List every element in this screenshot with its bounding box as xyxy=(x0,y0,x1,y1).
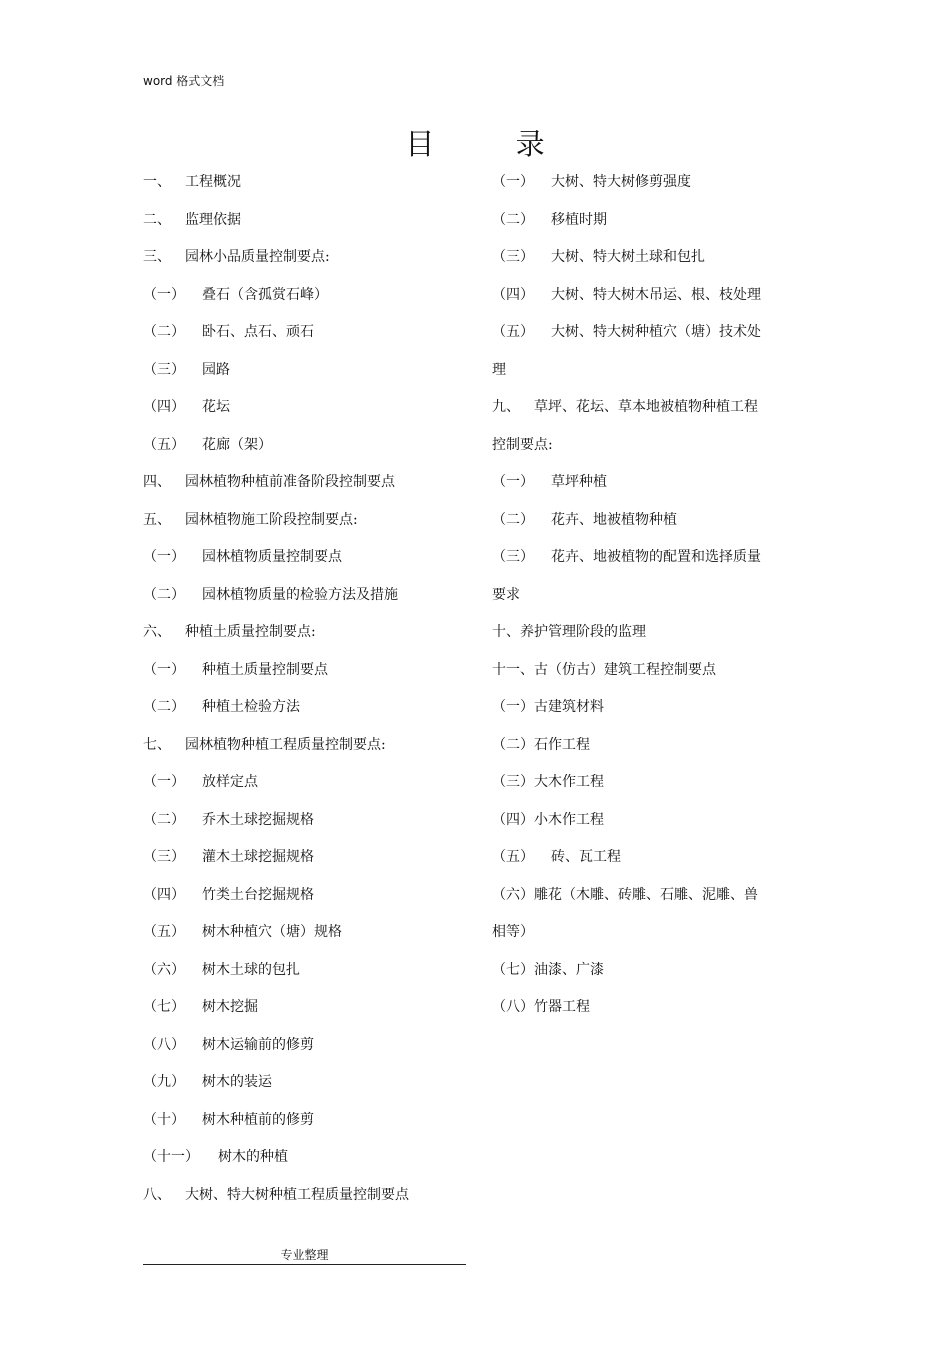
toc-entry xyxy=(143,697,300,717)
toc-entry-number: 七、 xyxy=(143,736,171,753)
toc-entry-title: 树木种植穴（塘）规格 xyxy=(202,924,342,940)
toc-entry xyxy=(492,735,590,755)
toc-entry-title: 树木的装运 xyxy=(202,1074,272,1090)
toc-entry-title: （六）雕花（木雕、砖雕、石雕、泥雕、兽 xyxy=(492,886,758,903)
toc-entry xyxy=(143,360,230,380)
toc-entry-title: 控制要点: xyxy=(492,436,553,453)
toc-entry-title: 园路 xyxy=(202,361,230,378)
toc-entry xyxy=(492,810,604,830)
toc-entry-title: 叠石（含孤赏石峰） xyxy=(202,286,328,303)
toc-entry-number: 二、 xyxy=(143,211,171,228)
toc-entry xyxy=(143,885,314,905)
toc-entry-title: 相等） xyxy=(492,924,534,940)
page-footer: 专业整理 xyxy=(280,1248,329,1262)
toc-entry-title: 花廊（架） xyxy=(202,436,272,453)
toc-entry-title: 大树、特大树修剪强度 xyxy=(551,174,691,190)
toc-entry xyxy=(143,1035,314,1055)
toc-entry-number: 三、 xyxy=(143,249,171,265)
toc-entry-title: 放样定点 xyxy=(202,774,258,790)
toc-entry-number: 六、 xyxy=(143,624,171,640)
toc-entry-number: （三） xyxy=(143,361,185,378)
toc-entry-number: （一） xyxy=(143,774,185,790)
toc-entry xyxy=(492,435,553,455)
toc-entry-number: （四） xyxy=(492,286,534,303)
toc-entry-title: 园林植物种植工程质量控制要点: xyxy=(185,736,386,753)
toc-entry-number: （二） xyxy=(492,211,534,228)
toc-entry xyxy=(143,922,342,942)
toc-entry-title: 大树、特大树种植工程质量控制要点 xyxy=(185,1186,409,1203)
toc-entry-number: （三） xyxy=(492,249,534,265)
toc-entry-title: 园林植物种植前准备阶段控制要点 xyxy=(185,474,395,490)
toc-entry-number: （二） xyxy=(143,699,185,715)
toc-entry xyxy=(143,810,314,830)
footer-divider xyxy=(143,1264,466,1265)
toc-entry-number: （七） xyxy=(143,999,185,1015)
toc-entry-title: 要求 xyxy=(492,586,520,603)
toc-entry xyxy=(492,960,604,980)
toc-entry xyxy=(143,210,241,230)
toc-entry xyxy=(143,510,358,530)
toc-entry-number: （五） xyxy=(492,849,534,865)
toc-entry xyxy=(492,772,604,792)
toc-entry-title: 卧石、点石、顽石 xyxy=(202,324,314,340)
page-title: 目 录 xyxy=(405,127,581,161)
toc-entry-title: 监理依据 xyxy=(185,211,241,228)
toc-entry-number: （五） xyxy=(492,324,534,340)
toc-entry-title: 移植时期 xyxy=(551,211,607,228)
toc-entry-title: （四）小木作工程 xyxy=(492,811,604,828)
toc-entry xyxy=(492,847,621,867)
toc-entry-title: 大树、特大树种植穴（塘）技术处 xyxy=(551,324,761,340)
toc-entry-title: 园林植物质量的检验方法及措施 xyxy=(202,586,398,603)
toc-entry xyxy=(143,622,316,642)
toc-entry-title: 花坛 xyxy=(202,399,230,415)
toc-entry xyxy=(143,772,258,792)
toc-entry xyxy=(492,997,590,1017)
toc-entry-title: （八）竹器工程 xyxy=(492,999,590,1015)
toc-entry xyxy=(492,510,677,530)
toc-entry xyxy=(492,397,758,417)
toc-entry-number: （九） xyxy=(143,1074,185,1090)
toc-entry xyxy=(143,997,258,1017)
toc-entry xyxy=(143,1110,314,1130)
toc-entry-number: （一） xyxy=(143,286,185,303)
toc-entry-title: 草坪、花坛、草本地被植物种植工程 xyxy=(534,399,758,415)
toc-entry-title: 树木挖掘 xyxy=(202,999,258,1015)
toc-entry xyxy=(143,172,241,192)
toc-entry xyxy=(492,210,607,230)
toc-entry-title: 树木种植前的修剪 xyxy=(202,1111,314,1128)
toc-entry-title: 树木运输前的修剪 xyxy=(202,1036,314,1053)
toc-entry xyxy=(143,247,330,267)
toc-entry-title: 种植土质量控制要点 xyxy=(202,661,328,678)
toc-entry-title: （七）油漆、广漆 xyxy=(492,961,604,978)
toc-entry-title: （三）大木作工程 xyxy=(492,774,604,790)
toc-entry-title: 砖、瓦工程 xyxy=(551,849,621,865)
page-header: word 格式文档 xyxy=(143,74,225,88)
toc-entry xyxy=(492,547,761,567)
toc-entry-title: 大树、特大树木吊运、根、枝处理 xyxy=(551,286,761,303)
toc-entry xyxy=(143,735,386,755)
toc-entry-number: （一） xyxy=(143,661,185,678)
toc-entry-number: （二） xyxy=(143,586,185,603)
toc-entry-title: 大树、特大树土球和包扎 xyxy=(551,249,705,265)
toc-entry-title: 种植土检验方法 xyxy=(202,699,300,715)
toc-entry xyxy=(143,847,314,867)
toc-entry-number: （一） xyxy=(492,174,534,190)
toc-entry xyxy=(143,960,300,980)
toc-entry-title: 草坪种植 xyxy=(551,474,607,490)
toc-entry-number: （二） xyxy=(143,811,185,828)
toc-entry-title: 乔木土球挖掘规格 xyxy=(202,811,314,828)
toc-entry-number: （五） xyxy=(143,924,185,940)
toc-entry xyxy=(143,1147,288,1167)
toc-entry-title: 树木的种植 xyxy=(218,1149,288,1165)
toc-entry xyxy=(492,472,607,492)
toc-entry-title: 花卉、地被植物种植 xyxy=(551,511,677,528)
toc-entry xyxy=(143,285,328,305)
toc-entry-title: 花卉、地被植物的配置和选择质量 xyxy=(551,549,761,565)
toc-entry xyxy=(143,397,230,417)
toc-entry-number: （一） xyxy=(492,474,534,490)
toc-entry-title: 园林植物质量控制要点 xyxy=(202,549,342,565)
toc-entry xyxy=(143,547,342,567)
toc-entry-title: 灌木土球挖掘规格 xyxy=(202,849,314,865)
toc-entry-title: 园林小品质量控制要点: xyxy=(185,249,330,265)
toc-entry xyxy=(492,172,691,192)
toc-entry-number: （六） xyxy=(143,961,185,978)
toc-entry-title: 园林植物施工阶段控制要点: xyxy=(185,511,358,528)
toc-entry xyxy=(492,922,534,942)
toc-entry-title: （二）石作工程 xyxy=(492,736,590,753)
toc-entry xyxy=(492,885,758,905)
toc-entry-number: 一、 xyxy=(143,174,171,190)
toc-entry-number: （八） xyxy=(143,1036,185,1053)
toc-entry-title: 十一、古（仿古）建筑工程控制要点 xyxy=(492,661,716,678)
toc-entry-title: 工程概况 xyxy=(185,174,241,190)
toc-entry xyxy=(492,360,506,380)
toc-entry xyxy=(143,472,395,492)
toc-entry xyxy=(143,585,398,605)
toc-entry xyxy=(143,660,328,680)
toc-entry xyxy=(492,660,716,680)
toc-entry xyxy=(143,435,272,455)
toc-entry-title: 竹类土台挖掘规格 xyxy=(202,886,314,903)
toc-entry-number: 五、 xyxy=(143,511,171,528)
toc-entry xyxy=(492,285,761,305)
toc-entry-number: （一） xyxy=(143,549,185,565)
toc-entry xyxy=(492,585,520,605)
toc-entry-number: （四） xyxy=(143,399,185,415)
toc-entry xyxy=(143,1072,272,1092)
toc-entry xyxy=(492,247,705,267)
toc-entry-number: （三） xyxy=(492,549,534,565)
toc-entry-number: （三） xyxy=(143,849,185,865)
toc-entry-number: （十） xyxy=(143,1111,185,1128)
toc-entry xyxy=(492,697,604,717)
toc-entry-number: 八、 xyxy=(143,1186,171,1203)
toc-entry-number: （四） xyxy=(143,886,185,903)
toc-entry-title: 种植土质量控制要点: xyxy=(185,624,316,640)
toc-entry-number: 九、 xyxy=(492,399,520,415)
toc-entry-number: 四、 xyxy=(143,474,171,490)
toc-entry-title: 十、养护管理阶段的监理 xyxy=(492,624,646,640)
toc-entry xyxy=(143,322,314,342)
toc-entry-number: （二） xyxy=(143,324,185,340)
toc-entry-title: 理 xyxy=(492,361,506,378)
toc-entry-number: （十一） xyxy=(143,1149,199,1165)
toc-entry-number: （五） xyxy=(143,436,185,453)
toc-entry-title: 树木土球的包扎 xyxy=(202,961,300,978)
toc-entry-title: （一）古建筑材料 xyxy=(492,699,604,715)
toc-entry xyxy=(143,1185,409,1205)
toc-entry xyxy=(492,622,646,642)
toc-entry xyxy=(492,322,761,342)
toc-entry-number: （二） xyxy=(492,511,534,528)
